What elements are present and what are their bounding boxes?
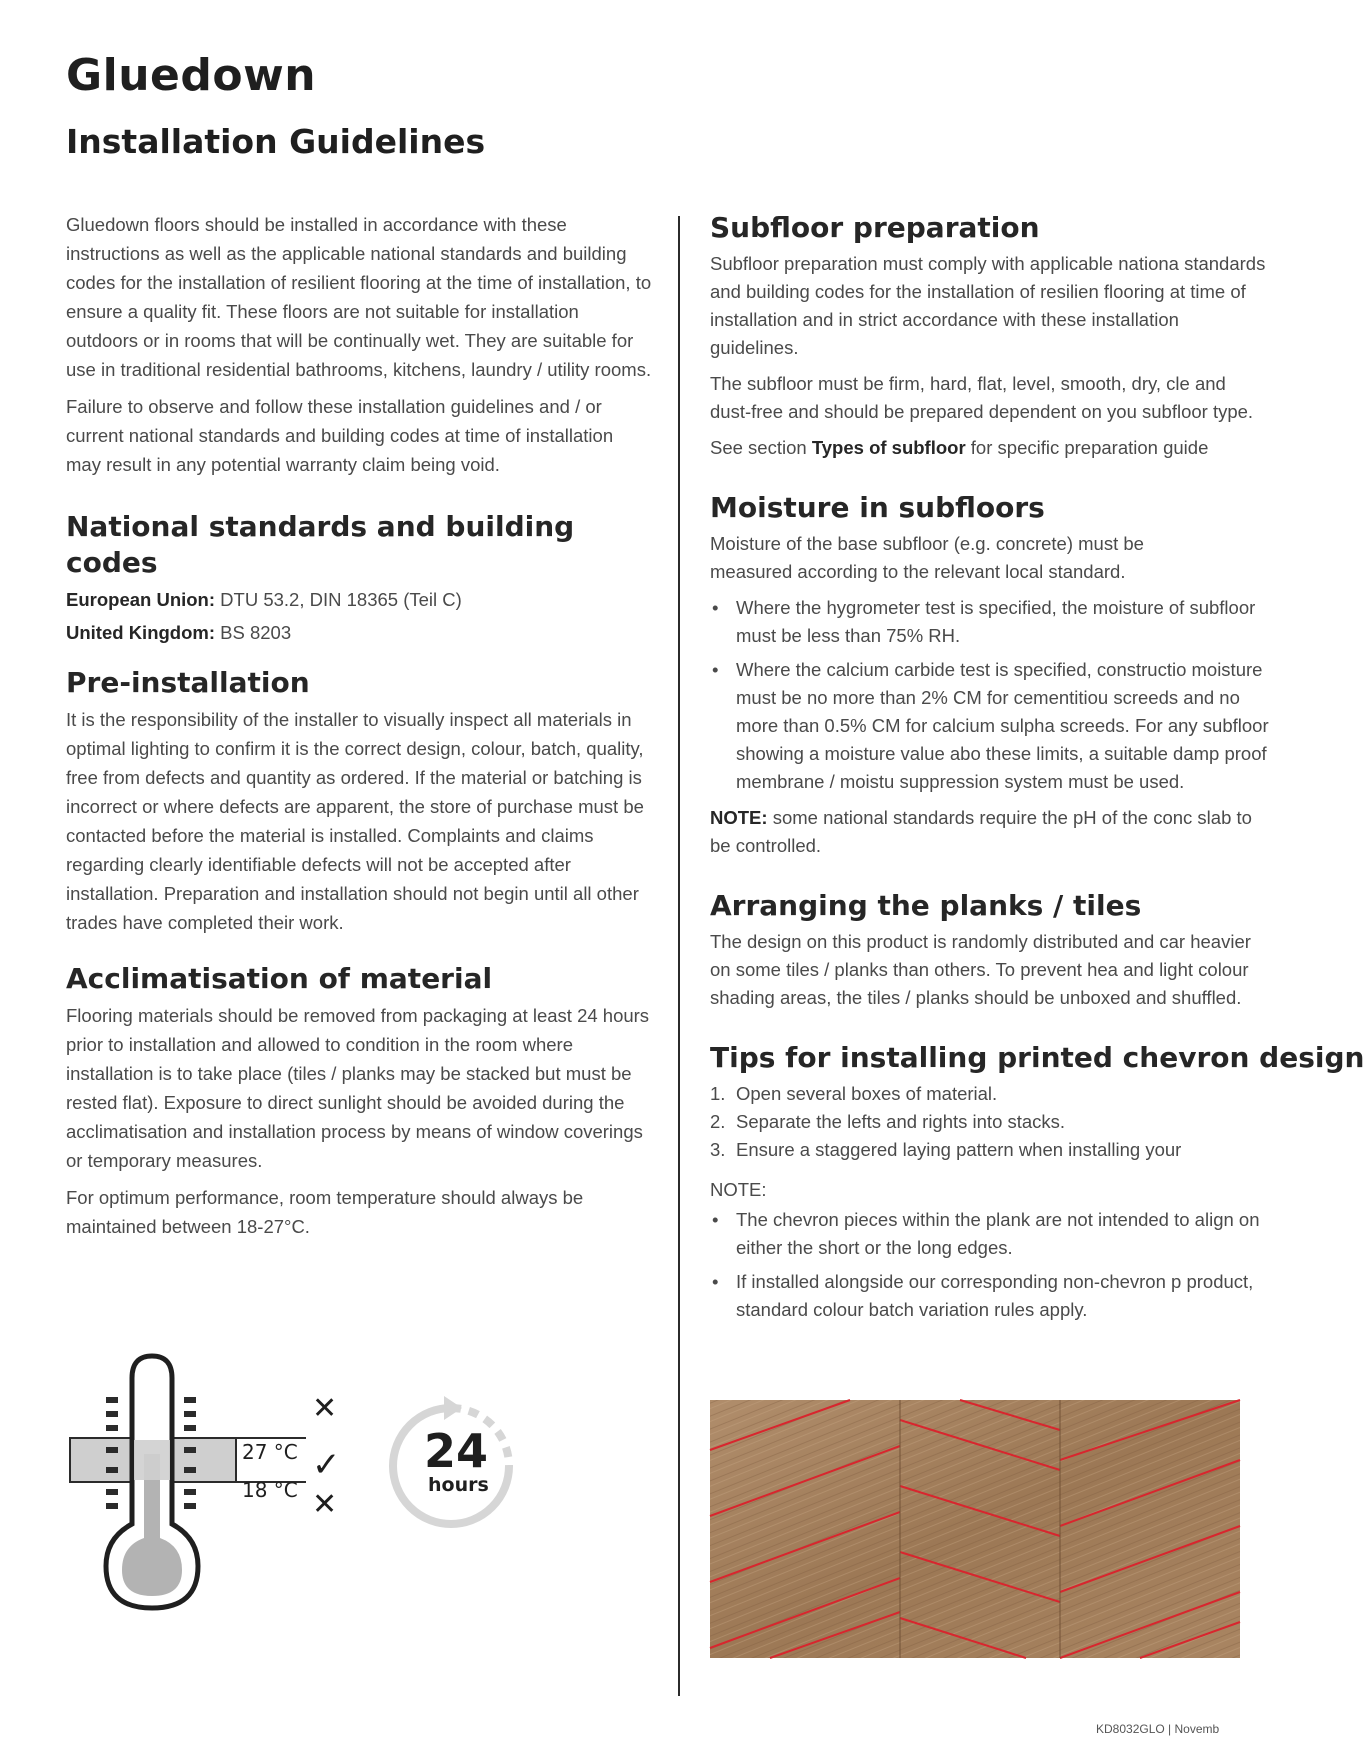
acclim-temperature: For optimum performance, room temperature should always be maintained between 18-27°C. (66, 1187, 584, 1237)
warranty-paragraph: Failure to observe and follow these installation guidelines and / or current national standards and building codes at time of installation may result in any potential warranty claim being void. (66, 396, 614, 475)
uk-value: BS 8203 (215, 622, 292, 643)
chevron-floor-image (710, 1400, 1240, 1658)
svg-text:✕: ✕ (312, 1487, 338, 1522)
see-prefix: See section (710, 437, 812, 458)
column-divider (678, 216, 680, 1696)
list-item (710, 1108, 1250, 1136)
preinstall-body: It is the responsibility of the installer to visually inspect all materials in optimal lighting to confirm it is the correct design, colour, batch, quality, free from defects and quantity as ordered. If the material or batching is incorrect or where defects are apparent, the store of purchase must be contacted before the material is installed. Complaints and claims regarding clearly identifiable defects will not be accepted after installation. Preparation and installation should not begin until all other trades have completed their work. (66, 709, 644, 933)
left-column (66, 210, 652, 1249)
list-item: • The chevron pieces within the plank are not intended to align on either the short or the long edges. (710, 1206, 1270, 1262)
subfloor-body-1: Subfloor preparation must comply with applicable nationa standards and building codes for the installation of resilien flooring at time of installation and in strict accordance with these installation guidelines. (710, 253, 1266, 358)
list-item: • Where the calcium carbide test is specified, constructio moisture must be no more than 2% CM for cementitiou screeds and no more than 0.5% CM for calcium sulpha screeds. For any subfloor showing a moisture value abo these limits, a suitable damp proof membrane / moistu suppression system must be used. (710, 656, 1270, 796)
eu-standard (66, 585, 652, 614)
arranging-heading: Arranging the planks / tiles (710, 889, 1142, 922)
acclim-body: Flooring materials should be removed from packaging at least 24 hours prior to installation and allowed to condition in the room where installation is to take place (tiles / planks may be stacked but must be rested flat). Exposure to direct sunlight should be avoided during the acclimatisation and installation process by means of window coverings or temporary measures. (66, 1005, 650, 1171)
svg-text:✕: ✕ (312, 1391, 338, 1426)
right-column (710, 210, 1364, 1332)
temp-high-label: 27 °C (242, 1440, 298, 1464)
step-number: 2. (710, 1111, 726, 1132)
step-text: Ensure a staggered laying pattern when installing your (736, 1139, 1182, 1160)
step-text: Open several boxes of material. (736, 1083, 998, 1104)
subfloor-heading: Subfloor preparation (710, 211, 1040, 244)
note-label: NOTE: (710, 807, 768, 828)
step-text: Separate the lefts and rights into stacks. (736, 1111, 1066, 1132)
list-item: • Where the hygrometer test is specified, the moisture of subfloor must be less than 75% RH. (710, 594, 1270, 650)
svg-text:✓: ✓ (312, 1445, 341, 1485)
see-suffix: for specific preparation guide (965, 437, 1209, 458)
step-number: 3. (710, 1139, 726, 1160)
temp-low-label: 18 °C (242, 1478, 298, 1502)
list-item: • If installed alongside our corresponding non-chevron p product, standard colour batch variation rules apply. (710, 1268, 1270, 1324)
subfloor-body-2: The subfloor must be firm, hard, flat, level, smooth, dry, cle and dust-free and should be prepared dependent on you subfloor type. (710, 373, 1254, 422)
intro-paragraph: Gluedown floors should be installed in accordance with these instructions as well as the applicable national standards and building codes for the installation of resilient flooring at the time of installation, to ensure a quality fit. These floors are not suitable for installation outdoors or in rooms that will be continually wet. They are suitable for use in traditional residential bathrooms, kitchens, laundry / utility rooms. (66, 214, 652, 380)
hours-number: 24 (424, 1424, 489, 1478)
subfloor-see-section (710, 434, 1250, 462)
preinstall-heading: Pre-installation (66, 666, 310, 699)
step-number: 1. (710, 1083, 726, 1104)
types-of-subfloor-link: Types of subfloor (811, 437, 966, 458)
acclimatisation-illustration (66, 1348, 546, 1628)
uk-label: United Kingdom: (66, 622, 216, 643)
list-item (710, 1080, 1250, 1108)
arranging-body: The design on this product is randomly distributed and car heavier on some tiles / planks than others. To prevent hea and light colour shading areas, the tiles / planks should be unboxed and shuffled. (710, 931, 1251, 1008)
moisture-note (710, 804, 1270, 860)
standards-heading: National standards and building codes (66, 510, 575, 579)
uk-standard (66, 618, 652, 647)
page-subtitle: Installation Guidelines (66, 122, 486, 161)
eu-label: European Union: (66, 589, 216, 610)
document-code: KD8032GLO | Novemb (1096, 1722, 1220, 1736)
note-body: some national standards require the pH of the conc slab to be controlled. (710, 807, 1252, 856)
chevron-notes (710, 1206, 1270, 1324)
chevron-heading: Tips for installing printed chevron design (710, 1041, 1364, 1074)
moisture-list (710, 594, 1270, 796)
moisture-heading: Moisture in subfloors (710, 491, 1045, 524)
list-item (710, 1136, 1250, 1164)
acclim-heading: Acclimatisation of material (66, 962, 493, 995)
chevron-steps (710, 1080, 1250, 1164)
page-title: Gluedown (66, 50, 317, 101)
moisture-body: Moisture of the base subfloor (e.g. concrete) must be measured according to the relevant local standard. (710, 533, 1144, 582)
eu-value: DTU 53.2, DIN 18365 (Teil C) (215, 589, 462, 610)
hours-label: hours (428, 1474, 489, 1496)
chevron-note-label: NOTE: (710, 1179, 767, 1200)
